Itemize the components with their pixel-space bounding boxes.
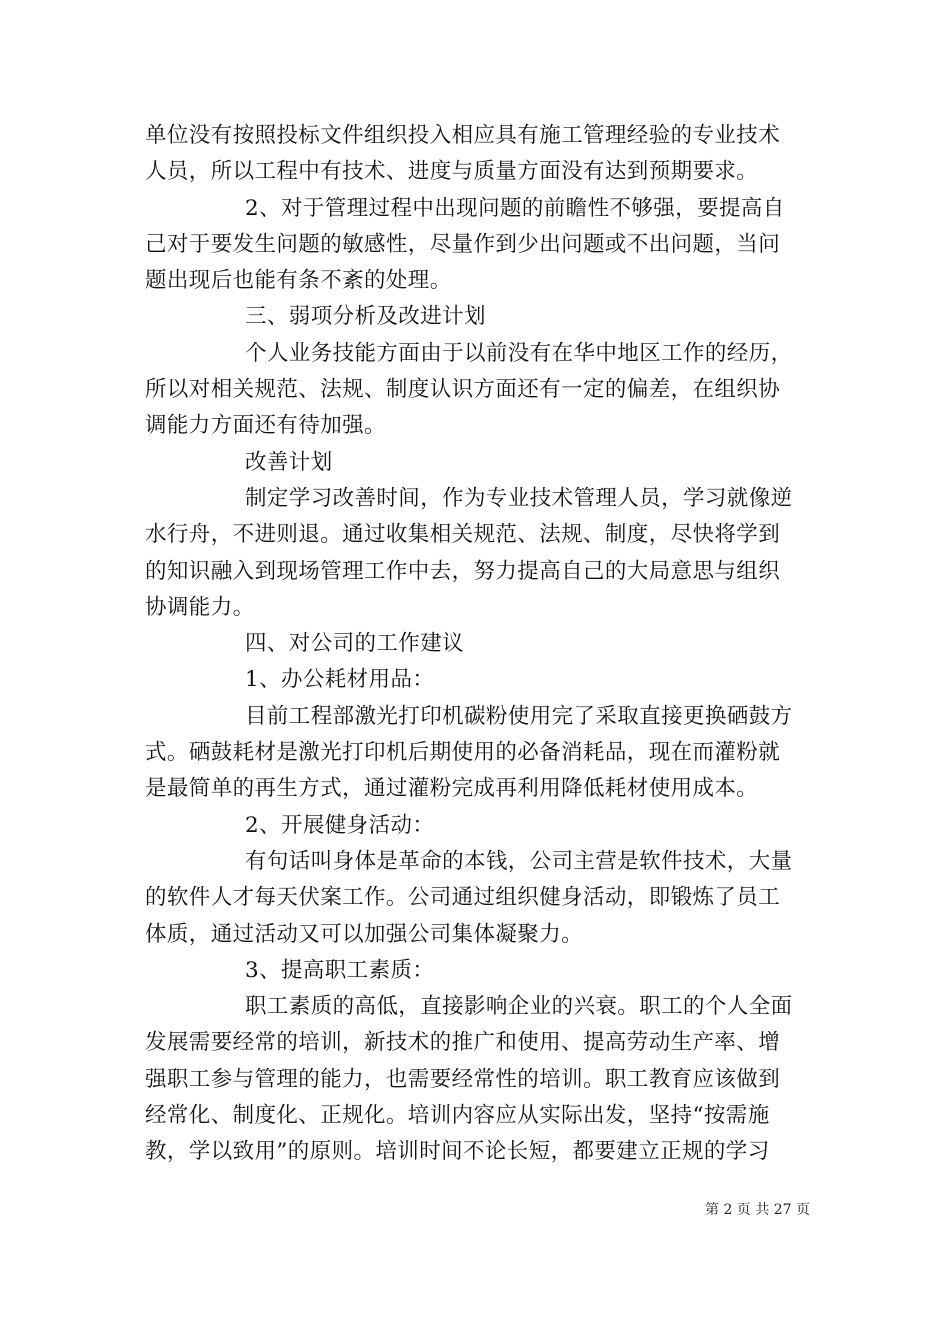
document-body — [145, 118, 810, 1171]
text-line: 四、对公司的工作建议 — [245, 631, 465, 657]
text-line: 经常化、制度化、正规化。培训内容应从实际出发，坚持“按需施 — [145, 1103, 770, 1129]
text-line: 是最简单的再生方式，通过灌粉完成再利用降低耗材使用成本。 — [145, 776, 759, 802]
text-line: 1、办公耗材用品： — [245, 667, 435, 693]
text-line: 协调能力。 — [145, 594, 255, 620]
text-line: 目前工程部激光打印机碳粉使用完了采取直接更换硒鼓方 — [245, 703, 793, 729]
text-line: 式。硒鼓耗材是激光打印机后期使用的必备消耗品，现在而灌粉就 — [145, 740, 781, 766]
text-line: 单位没有按照投标文件组织投入相应具有施工管理经验的专业技术 — [145, 123, 781, 148]
text-line: 2、开展健身活动： — [245, 812, 435, 838]
text-line: 人员，所以工程中有技术、进度与质量方面没有达到预期要求。 — [145, 159, 759, 185]
text-line: 改善计划 — [245, 449, 333, 475]
text-line: 己对于要发生问题的敏感性，尽量作到少出问题或不出问题，当问 — [145, 231, 781, 257]
text-line: 三、弱项分析及改进计划 — [245, 304, 486, 330]
text-line: 强职工参与管理的能力，也需要经常性的培训。职工教育应该做到 — [145, 1066, 781, 1092]
text-line: 职工素质的高低，直接影响企业的兴衰。职工的个人全面 — [245, 994, 793, 1020]
text-line: 3、提高职工素质： — [245, 957, 435, 983]
text-line: 制定学习改善时间，作为专业技术管理人员，学习就像逆 — [245, 485, 793, 511]
page-number: 第 2 页 共 27 页 — [705, 1202, 810, 1218]
text-line: 的知识融入到现场管理工作中去，努力提高自己的大局意思与组织 — [145, 558, 781, 584]
text-line: 体质，通过活动又可以加强公司集体凝聚力。 — [145, 921, 584, 947]
text-line: 所以对相关规范、法规、制度认识方面还有一定的偏差，在组织协 — [145, 377, 781, 403]
text-line: 发展需要经常的培训，新技术的推广和使用、提高劳动生产率、增 — [145, 1030, 781, 1056]
text-line: 的软件人才每天伏案工作。公司通过组织健身活动，即锻炼了员工 — [145, 885, 781, 911]
text-line: 教，学以致用”的原则。培训时间不论长短，都要建立正规的学习 — [145, 1139, 770, 1165]
text-line: 水行舟，不进则退。通过收集相关规范、法规、制度，尽快将学到 — [145, 522, 781, 548]
text-line: 2、对于管理过程中出现问题的前瞻性不够强，要提高自 — [245, 195, 785, 221]
text-line: 个人业务技能方面由于以前没有在华中地区工作的经历， — [245, 340, 793, 366]
text-line: 题出现后也能有条不紊的处理。 — [145, 268, 452, 294]
text-line: 有句话叫身体是革命的本钱，公司主营是软件技术，大量 — [245, 848, 793, 874]
text-line: 调能力方面还有待加强。 — [145, 413, 386, 439]
